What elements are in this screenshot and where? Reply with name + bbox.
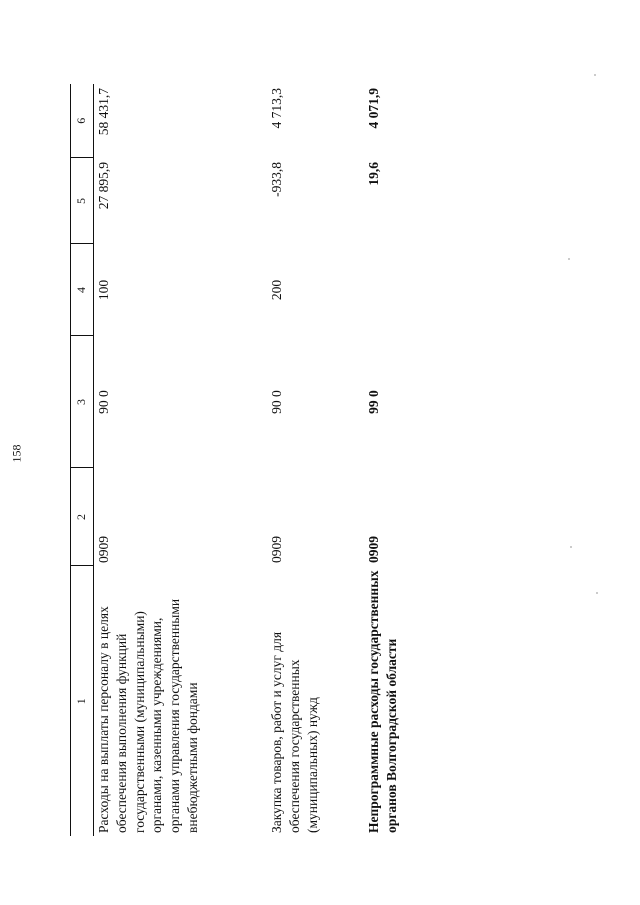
change-amount: -933,8: [269, 162, 284, 197]
column-header: 1: [71, 566, 94, 836]
change-amount: 27 895,9: [96, 162, 111, 210]
section-code: 0909: [269, 536, 284, 563]
budget-table: [70, 84, 425, 836]
table-row: [94, 84, 268, 836]
program-code: 99 0: [366, 390, 381, 414]
scan-speck: [594, 74, 596, 76]
program-code: 90 0: [269, 390, 284, 414]
scan-speck: [568, 258, 570, 260]
table-header-row: [71, 84, 94, 836]
table-row: [364, 84, 425, 836]
expense-type-code: [364, 244, 425, 336]
total-amount: 4 713,3: [269, 88, 284, 129]
expense-name: Расходы на выплаты персоналу в целях обеспечения выполнения функций государственными (муниципальными) органами, казенными учреждениями, органами управления государственными внебюджетными фондами: [96, 598, 201, 833]
expense-type-code: 100: [96, 279, 111, 301]
change-amount: 19,6: [366, 162, 381, 186]
column-header: 6: [71, 84, 94, 158]
expense-name: Непрограммные расходы государственных органов Волгоградской области: [366, 570, 399, 833]
section-code: 0909: [366, 536, 381, 563]
column-header: 5: [71, 158, 94, 244]
expense-type-code: 200: [269, 279, 284, 301]
column-header: 4: [71, 244, 94, 336]
column-header: 3: [71, 336, 94, 468]
program-code: 90 0: [96, 390, 111, 414]
total-amount: 58 431,7: [96, 88, 111, 136]
rotated-table-wrapper: [70, 84, 450, 836]
scan-speck: [570, 546, 572, 548]
scan-speck: [596, 592, 598, 594]
table-row: [267, 84, 364, 836]
expense-name: Закупка товаров, работ и услуг для обеспечения государственных (муниципальных) нужд: [269, 631, 320, 833]
section-code: 0909: [96, 536, 111, 563]
total-amount: 4 071,9: [366, 88, 381, 129]
column-header: 2: [71, 468, 94, 566]
page-number: 158: [9, 444, 24, 463]
